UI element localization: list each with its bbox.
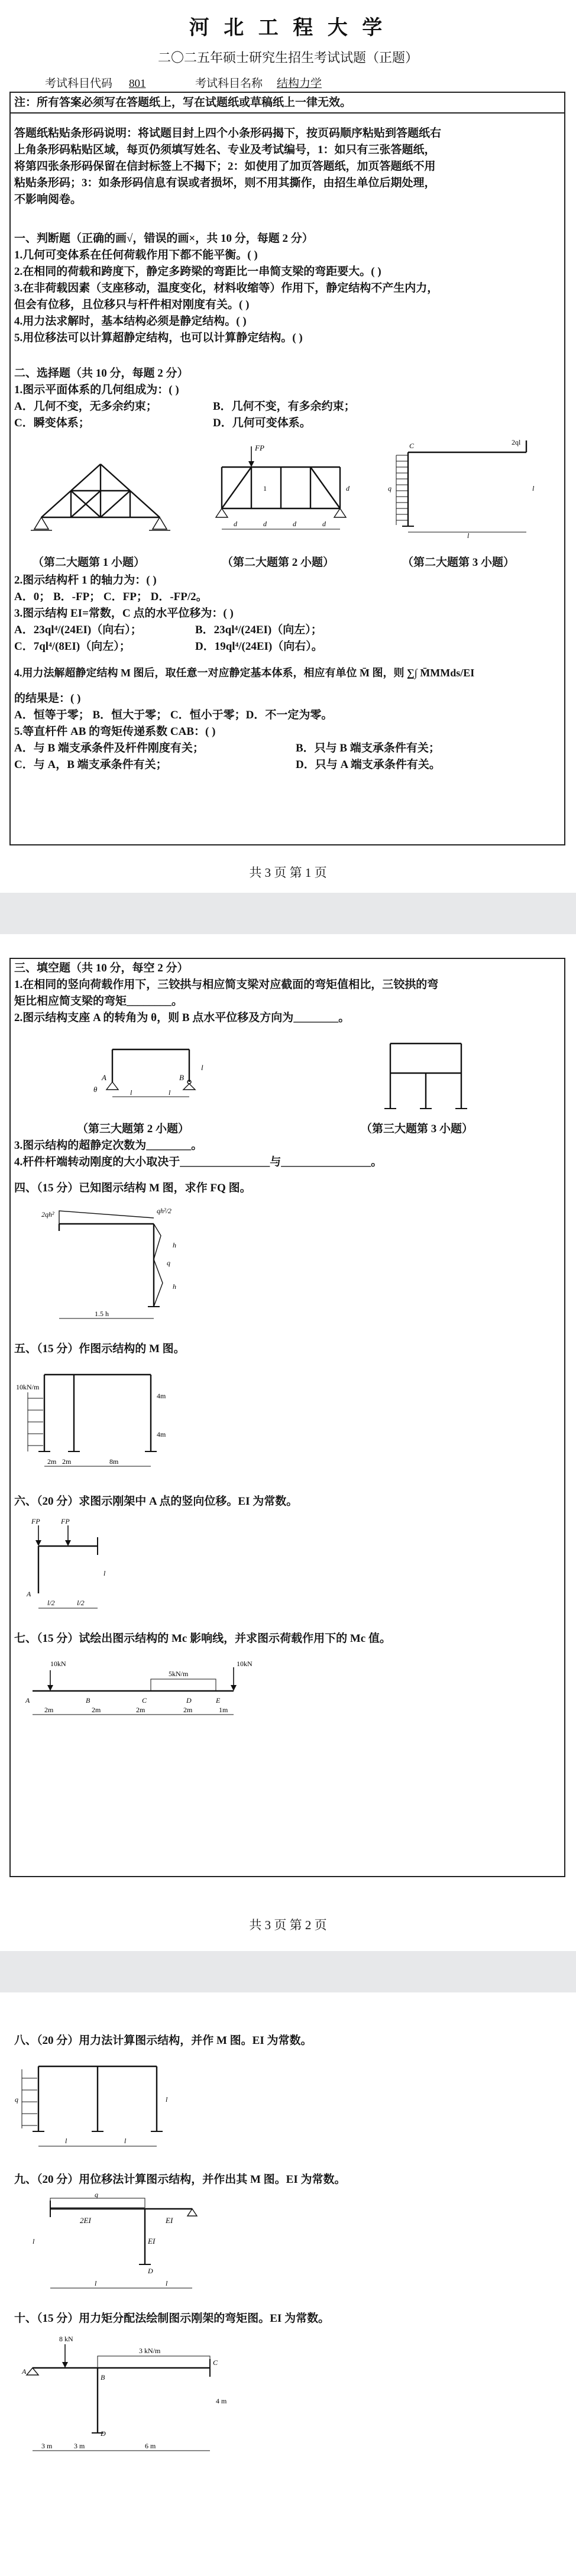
- svg-text:B: B: [86, 1696, 90, 1705]
- svg-text:l: l: [65, 2137, 67, 2145]
- svg-text:q: q: [15, 2095, 18, 2104]
- svg-text:1.5 h: 1.5 h: [95, 1310, 109, 1318]
- question-text: 3.图示结构的超静定次数为________。: [14, 1139, 203, 1152]
- option-d: D．19ql⁴/(24EI)（向右）。: [195, 640, 323, 653]
- svg-text:10kN: 10kN: [50, 1660, 66, 1668]
- option-a: A．23ql⁴/(24EI)（向右）；: [14, 624, 142, 636]
- svg-text:q: q: [388, 484, 391, 492]
- svg-text:h: h: [173, 1282, 176, 1291]
- figure-caption: （第三大题第 3 小题）: [361, 1123, 474, 1135]
- figure-caption: （第二大题第 1 小题）: [33, 556, 145, 569]
- question-text: 1.图示平面体系的几何组成为：( ): [14, 384, 179, 396]
- exam-title: 二〇二五年硕士研究生招生考试试题（正题）: [157, 50, 418, 65]
- svg-text:3 m: 3 m: [74, 2442, 85, 2450]
- moment-diagram-figure: [35, 1200, 189, 1327]
- svg-text:l/2: l/2: [47, 1599, 55, 1607]
- svg-text:5kN/m: 5kN/m: [169, 1670, 189, 1678]
- svg-text:l: l: [169, 1088, 171, 1097]
- svg-text:A: A: [102, 1073, 106, 1082]
- svg-text:l: l: [124, 2137, 127, 2145]
- svg-text:l: l: [103, 1569, 106, 1577]
- svg-text:l: l: [166, 2095, 168, 2104]
- svg-text:h: h: [173, 1241, 176, 1249]
- svg-text:d: d: [322, 520, 326, 528]
- exam-page-3: [0, 1992, 576, 2576]
- section-4-title: 四、（15 分）已知图示结构 M 图，求作 FQ 图。: [14, 1182, 251, 1194]
- question-text: 4.用力法解超静定结构 M 图后，取任意一对应静定基本体系，相应有单位 M̄ 图，则 ∑∫ M̄MMds/EI: [14, 667, 475, 679]
- svg-text:4m: 4m: [157, 1430, 166, 1438]
- svg-text:FP: FP: [31, 1517, 40, 1525]
- displacement-method-figure: [15, 2193, 216, 2300]
- portal-frame-rotation-figure: [83, 1038, 225, 1103]
- options-line: A．恒等于零； B．恒大于零； C．恒小于零；D．不一定为零。: [14, 709, 333, 721]
- barcode-instruction-line: 不影响阅卷。: [14, 193, 82, 206]
- svg-text:4m: 4m: [157, 1392, 166, 1400]
- question-text: 但会有位移，且位移只与杆件相对刚度有关。( ): [14, 299, 250, 311]
- section-3-title: 三、填空题（共 10 分，每空 2 分）: [14, 962, 189, 974]
- svg-text:EI: EI: [148, 2237, 156, 2246]
- barcode-instruction-line: 答题纸粘贴条形码说明：将试题目封上四个小条形码揭下，按页码顺序粘贴到答题纸右: [14, 127, 442, 140]
- page-footer: 共 3 页 第 1 页: [249, 866, 327, 880]
- cantilever-frame-figure: [384, 438, 544, 544]
- svg-text:l: l: [33, 2237, 35, 2246]
- barcode-instruction-line: 上角条形码粘贴区域，每页仍须填写姓名、专业及考试编号，1：如只有三张答题纸，: [14, 144, 436, 156]
- svg-text:10kN/m: 10kN/m: [16, 1383, 40, 1391]
- force-method-frame-figure: [15, 2055, 180, 2161]
- rigid-frame-figure: [15, 1517, 157, 1620]
- svg-text:q: q: [167, 1259, 170, 1267]
- question-text: 1.几何可变体系在任何荷载作用下都不能平衡。( ): [14, 249, 258, 261]
- svg-text:2m: 2m: [136, 1706, 145, 1714]
- svg-text:2m: 2m: [47, 1457, 57, 1466]
- frame-figure-fp: [204, 438, 358, 544]
- divider: [9, 112, 565, 114]
- section-10-title: 十、（15 分）用力矩分配法绘制图示刚架的弯矩图。EI 为常数。: [14, 2312, 330, 2325]
- svg-text:l/2: l/2: [77, 1599, 85, 1607]
- subject-code: 801: [129, 77, 146, 90]
- svg-text:D: D: [101, 2429, 106, 2438]
- university-name: 河 北 工 程 大 学: [189, 17, 387, 39]
- option-b: B．几何不变，有多余约束；: [213, 400, 355, 413]
- option-a: A．与 B 端支承条件及杆件刚度有关；: [14, 742, 204, 754]
- option-b: B．23ql⁴/(24EI)（向左）；: [195, 624, 322, 636]
- frame-udl-figure: [15, 1363, 192, 1481]
- svg-text:2m: 2m: [183, 1706, 193, 1714]
- question-text: 2.图示结构支座 A 的转角为 θ，则 B 点水平位移及方向为________。: [14, 1012, 350, 1024]
- page-footer: 共 3 页 第 2 页: [249, 1918, 327, 1932]
- question-text: 3.在非荷载因素（支座移动，温度变化，材料收缩等）作用下，静定结构不产生内力，: [14, 282, 439, 294]
- svg-text:q: q: [95, 2193, 98, 2199]
- figure-caption: （第三大题第 2 小题）: [77, 1123, 190, 1135]
- question-text: 3.图示结构 EI=常数，C 点的水平位移为：( ): [14, 607, 234, 620]
- svg-text:2EI: 2EI: [80, 2216, 91, 2225]
- svg-text:4 m: 4 m: [216, 2397, 227, 2405]
- svg-text:2m: 2m: [62, 1457, 72, 1466]
- option-c: C．瞬变体系；: [14, 417, 90, 429]
- svg-text:1m: 1m: [219, 1706, 228, 1714]
- svg-text:l: l: [532, 484, 535, 492]
- svg-text:B: B: [101, 2373, 105, 2381]
- svg-text:EI: EI: [166, 2216, 173, 2225]
- question-text: 1.在相同的竖向荷载作用下，三铰拱与相应简支梁对应截面的弯矩值相比，三铰拱的弯: [14, 978, 439, 991]
- section-8-title: 八、（20 分）用力法计算图示结构，并作 M 图。EI 为常数。: [14, 2034, 312, 2047]
- svg-text:6 m: 6 m: [145, 2442, 156, 2450]
- svg-text:d: d: [346, 484, 350, 492]
- svg-text:A: A: [25, 1696, 30, 1705]
- svg-text:A: A: [22, 2367, 27, 2376]
- svg-text:1: 1: [263, 484, 267, 492]
- svg-text:8 kN: 8 kN: [59, 2335, 73, 2343]
- question-text: 的结果是：( ): [14, 692, 81, 705]
- question-text: 5.用位移法可以计算超静定结构，也可以计算静定结构。( ): [14, 332, 303, 344]
- exam-note: 注：所有答案必须写在答题纸上，写在试题纸或草稿纸上一律无效。: [14, 96, 352, 109]
- svg-text:FP: FP: [255, 443, 264, 452]
- section-1-title: 一、判断题（正确的画√，错误的画×，共 10 分，每题 2 分）: [14, 232, 313, 245]
- subject-name-label: 考试科目名称: [195, 77, 263, 90]
- question-text: 4.用力法求解时，基本结构必须是静定结构。( ): [14, 315, 247, 328]
- svg-text:C: C: [213, 2358, 218, 2367]
- subject-code-label: 考试科目代码: [45, 77, 113, 90]
- section-5-title: 五、（15 分）作图示结构的 M 图。: [14, 1343, 185, 1355]
- section-6-title: 六、（20 分）求图示刚架中 A 点的竖向位移。EI 为常数。: [14, 1495, 298, 1508]
- exam-page-1: [0, 0, 576, 893]
- figure-caption: （第二大题第 3 小题）: [402, 556, 515, 569]
- truss-figure: [30, 440, 171, 544]
- subject-name: 结构力学: [277, 77, 322, 90]
- svg-text:8m: 8m: [109, 1457, 119, 1466]
- section-7-title: 七、（15 分）试绘出图示结构的 Mc 影响线，并求图示荷载作用下的 Mc 值。: [14, 1632, 391, 1645]
- question-text: 2.图示结构杆 1 的轴力为：( ): [14, 574, 157, 587]
- beam-influence-line-figure: [15, 1655, 263, 1750]
- question-text: 矩比相应简支梁的弯矩________。: [14, 995, 183, 1007]
- svg-text:FP: FP: [61, 1517, 70, 1525]
- svg-text:A: A: [27, 1590, 31, 1598]
- svg-text:D: D: [148, 2267, 153, 2275]
- svg-text:2m: 2m: [44, 1706, 54, 1714]
- svg-text:l: l: [201, 1063, 203, 1072]
- svg-text:d: d: [263, 520, 267, 528]
- barcode-instruction-line: 粘贴条形码；3：如条形码信息有误或者损坏，则不用其撕作，由招生单位后期处理，: [14, 177, 436, 189]
- options-line: A．0； B．-FP； C．FP； D．-FP/2。: [14, 591, 208, 603]
- svg-text:d: d: [293, 520, 296, 528]
- svg-text:2qh²: 2qh²: [41, 1210, 54, 1219]
- option-c: C．与 A，B 端支承条件有关；: [14, 759, 167, 771]
- svg-text:l: l: [130, 1088, 132, 1097]
- svg-text:d: d: [234, 520, 237, 528]
- option-a: A．几何不变，无多余约束；: [14, 400, 157, 413]
- question-text: 2.在相同的荷载和跨度下，静定多跨梁的弯距比一串简支梁的弯距要大。( ): [14, 265, 381, 278]
- svg-text:qh²/2: qh²/2: [157, 1207, 171, 1215]
- question-text: 5.等直杆件 AB 的弯矩传递系数 CAB：( ): [14, 725, 216, 738]
- svg-text:3 m: 3 m: [41, 2442, 53, 2450]
- svg-text:C: C: [142, 1696, 147, 1705]
- svg-text:10kN: 10kN: [237, 1660, 253, 1668]
- svg-text:C: C: [409, 442, 415, 450]
- option-d: D．几何可变体系。: [213, 417, 311, 429]
- figure-caption: （第二大题第 2 小题）: [222, 556, 335, 569]
- option-b: B．只与 B 端支承条件有关；: [296, 742, 440, 754]
- svg-text:θ: θ: [93, 1085, 98, 1094]
- svg-text:l: l: [467, 532, 470, 540]
- svg-text:D: D: [186, 1696, 192, 1705]
- exam-page-2: [0, 934, 576, 1951]
- svg-text:l: l: [166, 2279, 168, 2287]
- section-2-title: 二、选择题（共 10 分，每题 2 分）: [14, 367, 189, 380]
- svg-text:2ql: 2ql: [512, 438, 521, 446]
- option-d: D．只与 A 端支承条件有关。: [296, 759, 441, 771]
- barcode-instruction-line: 将第四张条形码保留在信封标签上不揭下；2：如使用了加页答题纸，加页答题纸不用: [14, 160, 436, 173]
- svg-text:B: B: [179, 1073, 184, 1082]
- moment-distribution-frame-figure: [15, 2332, 228, 2462]
- section-9-title: 九、（20 分）用位移法计算图示结构，并作出其 M 图。EI 为常数。: [14, 2173, 346, 2186]
- option-c: C．7ql⁴/(8EI)（向左）；: [14, 640, 131, 653]
- question-text: 4.杆件杆端转动刚度的大小取决于________________与________________。: [14, 1156, 383, 1168]
- svg-text:E: E: [216, 1696, 221, 1705]
- svg-text:l: l: [95, 2279, 97, 2287]
- svg-text:2m: 2m: [92, 1706, 101, 1714]
- multi-storey-frame-figure: [378, 1032, 473, 1120]
- svg-text:3 kN/m: 3 kN/m: [139, 2347, 161, 2355]
